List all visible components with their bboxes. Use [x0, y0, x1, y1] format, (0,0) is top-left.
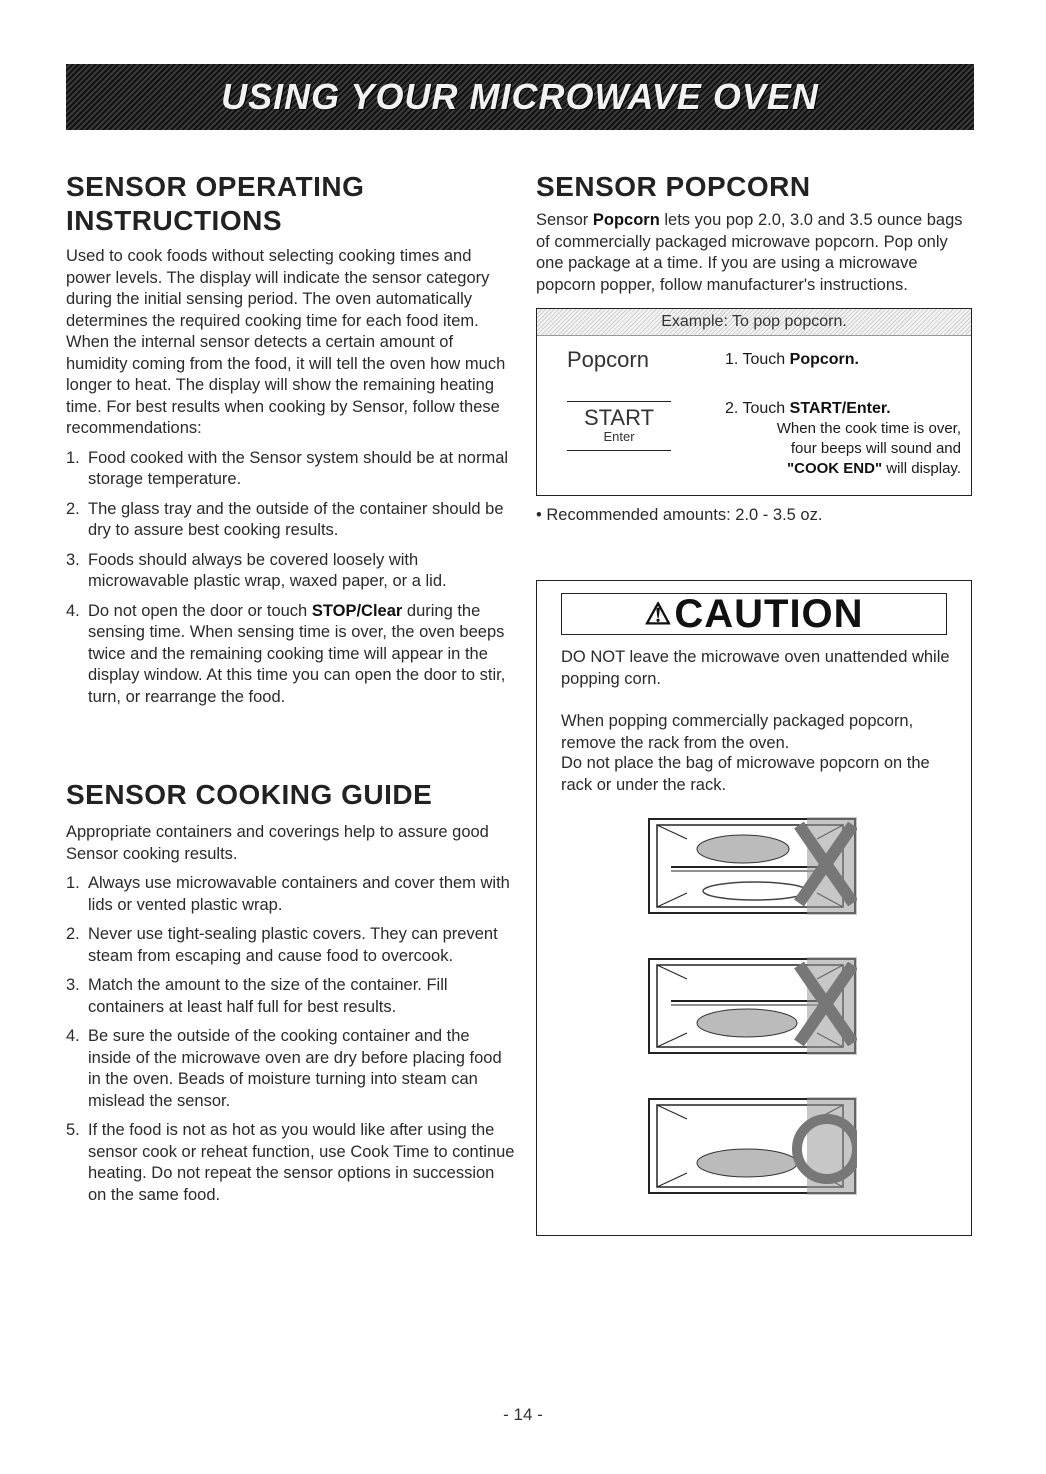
sensor-operating-intro: Used to cook foods without selecting cooking times and power levels. The display will indicate the sensor category during the initial sensing period. The oven automatically determines the required cooking time for each food item. [66, 247, 490, 330]
start-enter-key [567, 401, 671, 451]
page-banner [66, 64, 974, 130]
example-step-2: 2. Touch START/Enter. [725, 400, 891, 417]
popcorn-key: Popcorn [567, 347, 649, 372]
list-item: 2. The glass tray and the outside of the container should be dry to assure best cooking results. [66, 499, 504, 539]
list-item: 4. Be sure the outside of the cooking container and the inside of the microwave oven are dry before placing food in the oven. Beads of moisture turning into steam can mislead the sensor. [66, 1027, 502, 1110]
list-item: 4. Do not open the door or touch STOP/Clear during the sensing time. When sensing time is over, the oven beeps twice and the remaining cooking time will appear in the display window. At this time you can open the door to stir, turn, or rearrange the food. [66, 601, 506, 706]
example-box [536, 308, 972, 496]
list-item: 1. Food cooked with the Sensor system should be at normal storage temperature. [66, 448, 509, 488]
example-step-2-detail: When the cook time is over, four beeps will sound and "COOK END" will display. [776, 420, 961, 477]
example-step-1: 1. Touch Popcorn. [725, 351, 859, 368]
sensor-guide-list [66, 873, 516, 1206]
recommended-amounts: • Recommended amounts: 2.0 - 3.5 oz. [536, 506, 823, 524]
sensor-operating-title [66, 170, 516, 238]
sensor-popcorn-intro: Sensor Popcorn lets you pop 2.0, 3.0 and 3.5 ounce bags of commercially packaged microwave popcorn. Pop only one package at a time. If you are using a microwave popcorn popper, follow manufacturer's instructions. [536, 211, 963, 294]
list-item: 5. If the food is not as hot as you would like after using the sensor cook or reheat function, use Cook Time to continue heating. Do not repeat the sensor options in succession on the same food. [66, 1121, 515, 1204]
banner-title: USING YOUR MICROWAVE OVEN [221, 76, 819, 117]
popcorn-under-rack-diagram [647, 957, 857, 1055]
left-column [66, 170, 516, 1214]
title-line-2: INSTRUCTIONS [66, 205, 282, 236]
caution-text-1: DO NOT leave the microwave oven unattended while popping corn. [561, 648, 950, 688]
popcorn-correct-diagram [647, 1097, 857, 1195]
list-item: 2. Never use tight-sealing plastic covers. They can prevent steam from escaping and cause food to overcook. [66, 925, 498, 965]
page-number: - 14 - [503, 1405, 543, 1424]
sensor-popcorn-title: SENSOR POPCORN [536, 171, 811, 202]
list-item: 1. Always use microwavable containers and cover them with lids or vented plastic wrap. [66, 874, 510, 914]
example-heading: Example: To pop popcorn. [537, 309, 971, 336]
right-column [536, 170, 972, 525]
list-item: 3. Match the amount to the size of the container. Fill containers at least half full for best results. [66, 976, 448, 1016]
caution-text-2: When popping commercially packaged popcorn, remove the rack from the oven. [561, 712, 914, 752]
sensor-operating-list [66, 448, 516, 709]
sensor-guide-title: SENSOR COOKING GUIDE [66, 779, 433, 810]
caution-title: ⚠ CAUTION [561, 593, 947, 635]
caution-text-3: Do not place the bag of microwave popcorn on the rack or under the rack. [561, 754, 930, 794]
sensor-guide-intro: Appropriate containers and coverings help to assure good Sensor cooking results. [66, 823, 489, 863]
sensor-operating-intro-2: When the internal sensor detects a certain amount of humidity coming from the food, it will tell the oven how much longer to heat. The display will show the remaining heating time. For best results when cooking by Sensor, follow these recommendations: [66, 333, 506, 437]
start-key-label: START [583, 405, 655, 430]
enter-key-label: Enter [603, 429, 635, 444]
title-line-1: SENSOR OPERATING [66, 171, 365, 202]
popcorn-on-rack-diagram [647, 817, 857, 915]
list-item: 3. Foods should always be covered loosely with microwavable plastic wrap, waxed paper, or a lid. [66, 550, 447, 590]
warning-triangle-icon: ⚠ [644, 597, 673, 631]
caution-box [536, 580, 972, 1236]
